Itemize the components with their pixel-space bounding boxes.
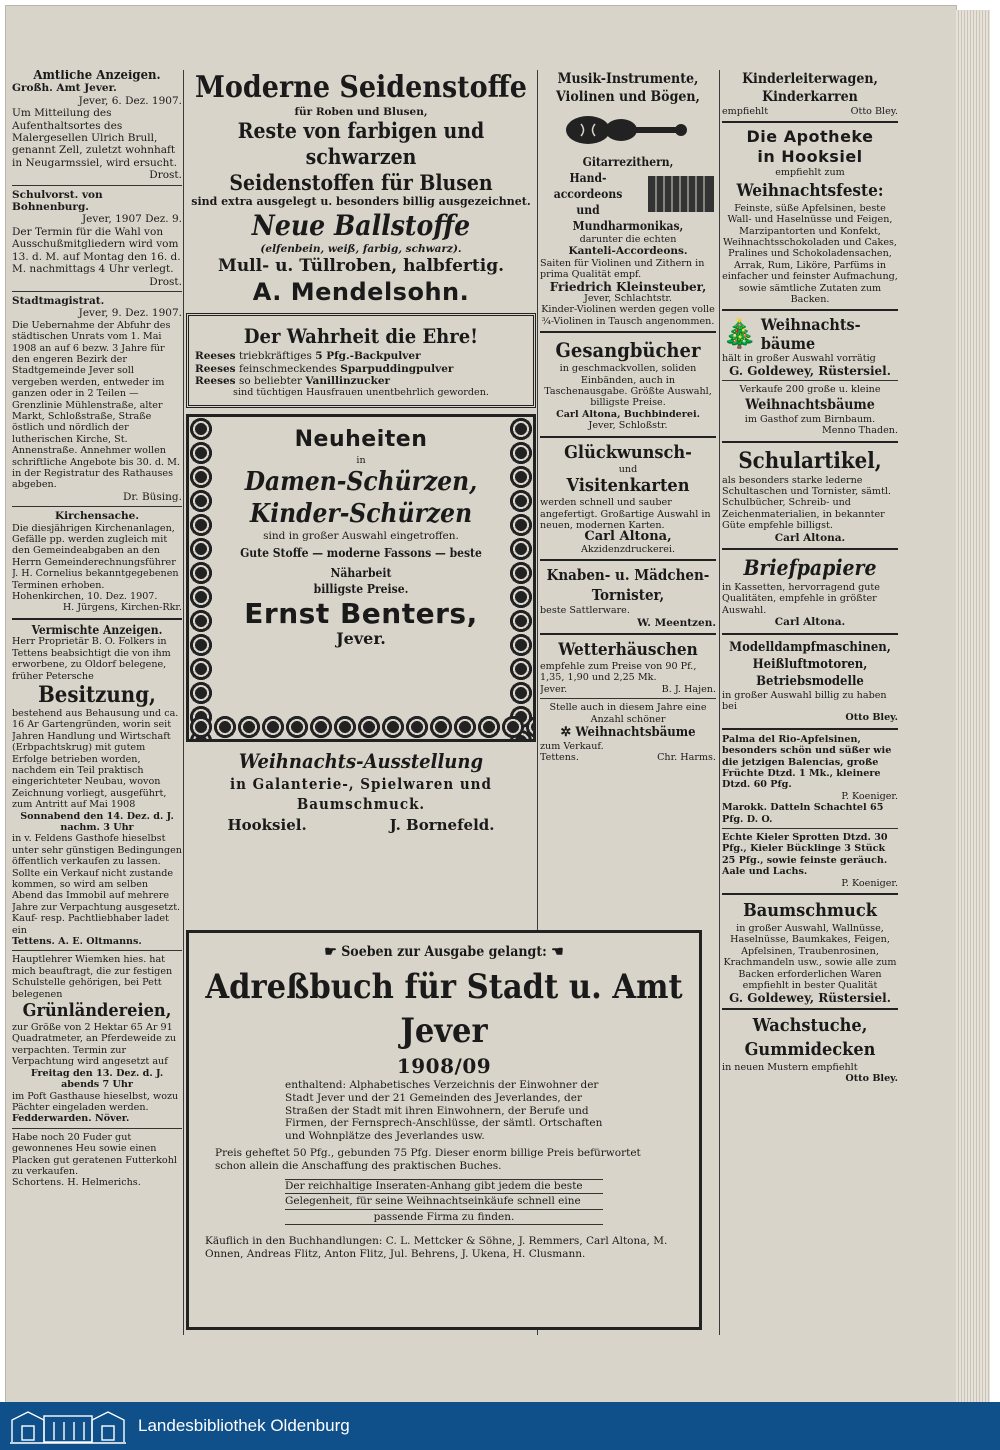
notice-body: Die diesjährigen Kirchenanlagen, Gefälle pp. werden zugleich mit den Gemeindeabgaben an den Herrn Gemeinderechnungsführer J. H. Cornelius bekanntgegebenen Terminen erhoben. <box>12 522 179 591</box>
column-large-ads <box>186 70 536 836</box>
ad-line: Kinder-Violinen werden gegen volle ¾-Violinen in Tausch angenommen. <box>541 304 715 327</box>
ad-subtitle: für Roben und Blusen, <box>294 106 428 118</box>
ad-firm: Ernst Benters, <box>244 597 478 631</box>
ad-line: Gitarrezithern, <box>582 155 674 169</box>
ad-firm: W. Meentzen. <box>637 616 716 629</box>
ad-body: im Gasthof zum Birnbaum. <box>744 413 876 425</box>
ad-firm: J. Bornefeld. <box>389 815 495 834</box>
ad-line: Neue Ballstoffe <box>251 208 471 242</box>
ad-firm: Otto Bley. <box>845 1073 898 1085</box>
ad-title: Weihnachts-Ausstellung <box>238 748 484 773</box>
ad-body: in geschmackvollen, soliden Einbänden, auch in Taschenausgabe. Größte Auswahl, billigste Preise. <box>544 363 712 409</box>
ad-city: Jever, Schloßstr. <box>588 420 668 432</box>
notice-heading: Kirchensache. <box>54 510 140 523</box>
ad-body: in großer Auswahl billig zu haben bei <box>722 689 887 712</box>
ad-line: Hand- <box>569 171 607 185</box>
ad-line: Baumschmuck. <box>296 794 426 813</box>
ad-firm: Friedrich Kleinsteuber, <box>549 279 707 294</box>
library-name: Landesbibliothek Oldenburg <box>138 1416 350 1435</box>
ad-signature: Tettens. A. E. Oltmanns. <box>12 936 142 948</box>
ad-year: 1908/09 <box>396 1054 492 1078</box>
notice-date: Hohenkirchen, 10. Dez. 1907. <box>12 591 158 603</box>
tree-icon: ✲ <box>560 724 572 740</box>
ad-line: in Galanterie-, Spielwaren und <box>230 774 492 793</box>
notice-date: Jever, 1907 Dez. 9. <box>81 213 182 226</box>
ad-footer <box>186 814 536 836</box>
ad-bornefeld <box>186 748 536 836</box>
ad-line: darunter die echten <box>579 234 677 245</box>
ad-time: nachm. 3 Uhr <box>60 821 134 833</box>
notice-heading: Stadtmagistrat. <box>12 294 105 307</box>
ad-reeses <box>186 313 536 408</box>
ad-firm: Chr. Harms. <box>657 752 716 764</box>
ad-line: (elfenbein, weiß, farbig, schwarz). <box>260 242 462 255</box>
ad-price: Preis geheftet 50 Pfg., gebunden 75 Pfg. Dieser enorm billige Preis befürwortet schon allein die Anschaffung des praktischen Buches. <box>215 1146 641 1172</box>
ad-line: Der reichhaltige Inseraten-Anhang gibt jedem die beste <box>285 1179 583 1192</box>
ad-title: Betriebsmodelle <box>756 673 864 689</box>
ad-line: Kanteli-Accordeons. <box>568 245 688 258</box>
ad-title: Kinderkarren <box>762 89 858 105</box>
ad-line: Mundharmonikas, <box>572 219 684 233</box>
library-footer-bar <box>0 1402 1000 1450</box>
ad-line: Kinder-Schürzen <box>249 499 473 530</box>
ad-body: enthaltend: Alphabetisches Verzeichnis der Einwohner der Stadt Jever und der 21 Gemeinden des Jeverlandes, der Straßen der Stadt mit ihren Einwohnern, der Berufe und Firmen, der Fernsprech-Anschlüsse, der sämtl. Ortschaften und Wohnplätze des Jeverlandes usw. <box>285 1079 603 1143</box>
ad-firm: Menno Thaden. <box>821 425 898 437</box>
ornament-border-right <box>509 417 533 739</box>
ad-title: Modelldampfmaschinen, <box>729 639 891 655</box>
ad-signature: Fedderwarden. Növer. <box>12 1113 130 1125</box>
ad-title: Weihnachtsfeste: <box>736 180 884 201</box>
ad-footer: sind tüchtigen Hausfrauen unentbehrlich geworden. <box>233 387 489 399</box>
ad-title: Wachstuche, <box>752 1014 868 1036</box>
ad-body: empfiehlt <box>722 106 769 117</box>
ad-signature: Schortens. H. Helmerichs. <box>12 1177 141 1189</box>
ad-title: Die Apotheke <box>746 127 874 147</box>
ad-title: Visitenkarten <box>566 475 690 497</box>
ad-title: Musik-Instrumente, <box>557 71 699 87</box>
ad-adressbuch <box>186 930 702 1330</box>
notice-body: Die Uebernahme der Abfuhr des städtischen Unrats vom 1. Mai 1908 an auf 6 bezw. 3 Jahre für den engeren Bezirk der Stadtgemeinde Jever soll vergeben werden, entweder im ganzen oder in 2 Teilen — Grenzlinie Mühlenstraße, alter Markt, Schloßstraße, Straße östlich und nördlich der lutherischen Kirche, St. Annenstraße. Annehmer wollen schriftliche Angebote bis 30. d. M. in der Registratur des Rathauses abgeben. <box>12 319 180 491</box>
ad-title: Wetterhäuschen <box>558 639 698 660</box>
ad-firm: P. Koeniger. <box>841 877 898 889</box>
ad-line: accordeons <box>553 187 623 201</box>
ad-title: Heißluftmotoren, <box>752 656 868 672</box>
ad-top-line: ☛ Soeben zur Ausgabe gelangt: ☚ <box>324 944 564 960</box>
notice-heading: Schulvorst. von Bohnenburg. <box>12 188 103 214</box>
ad-title: Kinderleiterwagen, <box>742 71 878 87</box>
ad-body: in Kassetten, hervorragend gute Qualitäten, empfehle in größter Auswahl. <box>722 581 880 616</box>
ad-mendelsohn <box>186 70 536 307</box>
notice-date: Jever, 6. Dez. 1907. <box>78 94 182 107</box>
ad-date: Freitag den 13. Dez. d. J. abends 7 Uhr <box>30 1067 164 1091</box>
ad-body: Feinste, süße Apfelsinen, beste Wall- und Haselnüsse und Feigen, Marzipantorten und Konfekt, Weihnachtsschokoladen und Cakes, Pralines und Schokoladensachen, Arrak, Rum, Liköre, Parfüms in einfacher und feinster Aufmachung, sowie sämtliche Zutaten zum Backen. <box>722 202 898 306</box>
ad-body: Palma del Rio-Apfelsinen, besonders schön und süßer wie die jetzigen Balencias, große Früchte Dtzd. 1 Mk., kleinere Dtzd. 60 Pfg. <box>722 733 892 791</box>
column-official-notices <box>12 70 182 1189</box>
column-ads-middle <box>540 70 716 930</box>
ad-line: Seidenstoffen für Blusen <box>229 170 493 196</box>
ad-title: Weihnachts- <box>760 315 861 335</box>
column-rule <box>183 70 184 1335</box>
ornament-border-bottom <box>189 715 533 739</box>
ad-title: Glückwunsch- <box>564 441 692 463</box>
notice-body: Um Mitteilung des Aufenthaltsortes des Malergesellen Ulrich Brull, genannt Zell, zuletzt wohnhaft in Neugarmssiel, wird ersucht. <box>12 107 177 169</box>
ad-line: Reeses feinschmeckendes Sparpuddingpulver <box>195 362 454 375</box>
ad-title: Baumschmuck <box>743 900 877 922</box>
ad-body: empfehle zum Preise von 90 Pf., 1,35, 1,90 und 2,25 Mk. <box>540 660 697 684</box>
ad-title: Weihnachtsbäume <box>745 396 875 413</box>
ad-place: Tettens. <box>540 752 579 764</box>
ad-line: Damen-Schürzen, <box>244 467 478 498</box>
ad-body: bestehend aus Behausung und ca. 16 Ar Gartengründen, worin seit Jahren Handlung und Wirtschaft (Erbpachtskrug) mit gutem Erfolge betrieben worden, nachdem ein Teil praktisch eingerichteter Neubau, wovon Zeichnung vorliegt, ausgeführt, zum Antritt auf Mai 1908 <box>12 707 179 811</box>
ad-firm: Carl Altona. <box>774 531 846 544</box>
ad-body: beste Sattlerware. <box>540 605 630 617</box>
ad-title: bäume <box>760 334 816 354</box>
ad-line: Saiten für Violinen und Zithern in prima Qualität empf. <box>540 257 705 281</box>
ad-firm: P. Koeniger. <box>841 790 898 802</box>
ad-place: Jever. <box>540 683 568 695</box>
notice-heading: Großh. Amt Jever. <box>12 82 117 95</box>
ad-title: Gesangbücher <box>555 338 701 363</box>
ad-line: sind in großer Auswahl eingetroffen. <box>263 530 459 543</box>
ad-body: in neuen Mustern empfiehlt <box>722 1061 858 1073</box>
ad-body: zur Größe von 2 Hektar 65 Ar 91 Quadratmeter, an Pferdeweide zu verpachten. Termin zur Verpachtung wird angesetzt auf <box>12 1022 177 1068</box>
ad-title: Besitzung, <box>38 681 156 708</box>
ad-line: Reeses so beliebter Vanillinzucker <box>195 375 391 388</box>
notice-signature: Dr. Büsing. <box>122 490 182 503</box>
ad-body: Verkaufe 200 große u. kleine <box>739 384 881 396</box>
notice-signature: Drost. <box>149 275 182 288</box>
ad-line: und <box>618 463 638 475</box>
ad-body: in großer Auswahl, Wallnüsse, Haselnüsse, Baumkakes, Feigen, Apfelsinen, Traubenrosinen, Krachmandeln usw., sowie alle zum Backen erforderlichen Waren empfiehlt in bester Qualität <box>723 923 897 992</box>
ad-firm: Carl Altona. <box>774 616 846 629</box>
accordion-icon <box>646 172 716 216</box>
ad-city: Jever, Schlachtstr. <box>584 293 672 305</box>
ad-title: in Hooksiel <box>757 147 863 167</box>
ad-line: passende Firma zu finden. <box>373 1211 515 1224</box>
section-title: Amtliche Anzeigen. <box>33 70 161 83</box>
ad-callout <box>285 1179 603 1225</box>
ad-firm: D. O. <box>746 813 773 825</box>
ad-body: hält in großer Auswahl vorrätig <box>722 353 876 365</box>
ad-body: als besonders starke lederne Schultaschen und Tornister, sämtl. Schulbücher, Schreib- und Zeichenmaterialien, in bekannter Güte empfehle billigst. <box>722 474 891 532</box>
column-rule <box>719 70 720 1335</box>
ad-line: Gelegenheit, für seine Weihnachtseinkäufe schnell eine <box>285 1195 581 1208</box>
ad-body: Echte Kieler Sprotten Dtzd. 30 Pfg., Kieler Bücklinge 3 Stück 25 Pfg., sowie feinste geräuch. Aale und Lachs. <box>722 832 888 878</box>
ad-subtitle: empfiehlt zum <box>775 167 845 179</box>
ad-title: Adreßbuch für Stadt u. Amt Jever <box>205 967 683 1051</box>
notice-signature: Drost. <box>149 169 182 182</box>
ad-body: Hauptlehrer Wiemken hies. hat mich beauftragt, die zur festigen Schulstelle gehörigen, bei Pett belegenen <box>12 954 173 1000</box>
notice-signature: H. Jürgens, Kirchen-Rkr. <box>62 602 182 614</box>
ad-title: Gummidecken <box>744 1038 876 1060</box>
ad-sale-points: Käuflich in den Buchhandlungen: C. L. Mettcker & Söhne, J. Remmers, Carl Altona, M. Onnen, Andreas Flitz, Anton Flitz, Jul. Behrens, J. Ukena, H. Clusmann. <box>205 1234 668 1260</box>
ad-body: Habe noch 20 Fuder gut gewonnenes Heu sowie einen Placken gut geratenen Futterkohl zu verkaufen. <box>12 1131 177 1177</box>
ad-line: in <box>356 454 366 466</box>
notice-date: Jever, 9. Dez. 1907. <box>78 307 182 320</box>
ad-place: Hooksiel. <box>227 815 307 834</box>
ad-firm: Otto Bley. <box>850 106 898 117</box>
page-edge-stack <box>956 10 990 1402</box>
ad-firm: G. Goldewey, Rüstersiel. <box>729 990 891 1005</box>
ad-title: ✲ Weihnachtsbäume <box>560 724 696 740</box>
section-title: Vermischte Anzeigen. <box>31 622 163 637</box>
ornament-border-left <box>189 417 213 739</box>
ad-subtitle: Akzidenzdruckerei. <box>580 543 676 555</box>
ad-line: Reeses triebkräftiges 5 Pfg.-Backpulver <box>195 350 421 363</box>
ad-title: Tornister, <box>591 586 665 605</box>
ad-title: Neuheiten <box>294 426 428 452</box>
ad-city: Jever. <box>336 629 386 649</box>
christmas-tree-icon: 🎄 <box>722 317 757 351</box>
ad-title: Briefpapiere <box>743 554 877 580</box>
ad-line: billigste Preise. <box>313 581 409 596</box>
ad-body: Stelle auch in diesem Jahre eine Anzahl schöner <box>549 702 707 725</box>
column-ads-right <box>722 70 898 1085</box>
ad-line: Mull- u. Tüllroben, halbfertig. <box>218 256 504 277</box>
ad-title: Der Wahrheit die Ehre! <box>243 324 479 349</box>
ad-body: im Poft Gasthause hieselbst, wozu Pächter eingeladen werden. <box>12 1090 179 1113</box>
ad-title: Violinen und Bögen, <box>556 89 700 105</box>
ad-date: Sonnabend den 14. Dez. d. J. <box>20 810 174 822</box>
ad-title: Grünländereien, <box>22 1000 172 1022</box>
ad-line: sind extra ausgelegt u. besonders billig ausgezeichnet. <box>191 195 531 209</box>
ad-firm: G. Goldewey, Rüstersiel. <box>729 363 891 378</box>
violin-icon <box>563 110 693 150</box>
ad-body: Marokk. Datteln Schachtel 65 Pfg. D. O. <box>722 802 884 825</box>
library-building-icon <box>8 1406 128 1446</box>
ad-title: Moderne Seidenstoffe <box>195 70 527 105</box>
ad-firm: Carl Altona, <box>584 529 672 545</box>
ad-line: Reste von farbigen und schwarzen <box>237 118 485 170</box>
ad-firm: Carl Altona, Buchbinderei. <box>556 408 700 420</box>
ad-line: und <box>576 203 600 217</box>
ad-body: Herr Proprietär B. O. Folkers in Tettens beabsichtigt die von ihm erworbene, zu Oldorf belegene, früher Petersche <box>12 636 171 682</box>
ad-line: Gute Stoffe — moderne Fassons — beste Näharbeit <box>240 545 482 580</box>
ad-body: in v. Feldens Gasthofe hieselbst unter sehr günstigen Bedingungen öffentlich verkaufen zu lassen. Sollte ein Verkauf nicht zustande kommen, so wird am selben Abend das Immobil auf mehrere Jahre zur Verpachtung ausgesetzt. Kauf- resp. Pachtliebhaber ladet ein <box>12 833 182 936</box>
ad-body: werden schnell und sauber angefertigt. Großartige Auswahl in neuen, modernen Karten. <box>540 497 711 531</box>
ad-firm: A. Mendelsohn. <box>252 278 470 307</box>
ad-benters <box>186 414 536 742</box>
ad-body: zum Verkauf. <box>540 740 604 752</box>
ad-firm: Otto Bley. <box>845 712 898 724</box>
ad-title: Schulartikel, <box>738 447 882 474</box>
notice-body: Der Termin für die Wahl von Ausschußmitgliedern wird vom 13. d. M. auf Montag den 16. d. M. nachmittags 4 Uhr verlegt. <box>12 225 181 276</box>
ad-firm: B. J. Hajen. <box>661 683 716 695</box>
ad-title: Knaben- u. Mädchen- <box>546 566 710 585</box>
